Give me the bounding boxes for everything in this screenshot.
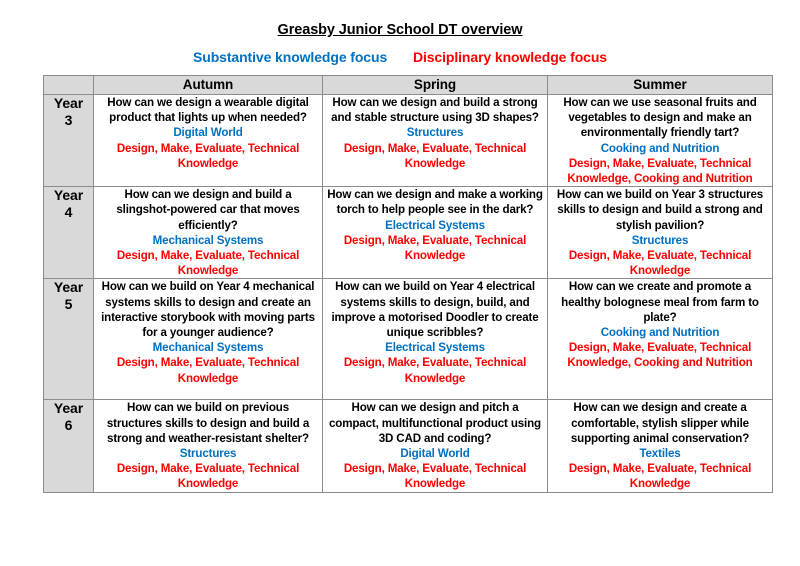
unit-question: How can we design a wearable digital product that lights up when needed?	[107, 96, 309, 125]
disciplinary-focus: Design, Make, Evaluate, Technical Knowledge	[568, 249, 752, 278]
header-spring: Spring	[323, 76, 548, 95]
header-corner	[44, 76, 94, 95]
dt-overview-table	[43, 75, 773, 493]
unit-question: How can we build on Year 4 electrical systems skills to design, build, and improve a motorised Doodler to create unique scribbles?	[331, 280, 539, 340]
substantive-focus: Digital World	[400, 447, 470, 461]
substantive-focus: Textiles	[639, 447, 681, 461]
unit-cell-spring	[323, 95, 548, 187]
unit-question: How can we build on Year 4 mechanical systems skills to design and create an interactive storybook with moving parts for a younger audience?	[101, 280, 315, 340]
substantive-focus: Structures	[631, 233, 689, 247]
disciplinary-focus: Design, Make, Evaluate, Technical Knowledge	[568, 462, 752, 491]
unit-cell-autumn	[94, 95, 323, 187]
substantive-focus: Cooking and Nutrition	[600, 141, 720, 155]
year-label-cell	[44, 400, 94, 492]
document-title: Greasby Junior School DT overview	[277, 22, 523, 38]
disciplinary-focus: Design, Make, Evaluate, Technical Knowledge, Cooking and Nutrition	[567, 156, 753, 186]
unit-question: How can we design and build a slingshot-powered car that moves efficiently?	[116, 188, 300, 232]
unit-cell-spring	[323, 400, 548, 492]
header-autumn: Autumn	[94, 76, 323, 95]
unit-question: How can we design and make a working torch to help people see in the dark?	[327, 188, 543, 217]
disciplinary-focus: Design, Make, Evaluate, Technical Knowledge	[343, 141, 527, 170]
disciplinary-focus: Design, Make, Evaluate, Technical Knowledge	[343, 356, 527, 385]
unit-question: How can we design and build a strong and stable structure using 3D shapes?	[331, 96, 539, 125]
disciplinary-focus: Design, Make, Evaluate, Technical Knowledge	[116, 249, 300, 278]
unit-cell-spring	[323, 187, 548, 279]
unit-cell-summer	[548, 279, 773, 400]
unit-cell-autumn	[94, 279, 323, 400]
substantive-focus: Structures	[406, 126, 464, 140]
disciplinary-focus: Design, Make, Evaluate, Technical Knowledge	[343, 462, 527, 491]
table-header-row	[44, 76, 773, 95]
unit-cell-summer	[548, 95, 773, 187]
substantive-knowledge-legend: Substantive knowledge focus	[193, 49, 388, 65]
unit-cell-autumn	[94, 187, 323, 279]
unit-cell-spring	[323, 279, 548, 400]
year-label-cell	[44, 187, 94, 279]
year-number: 4	[64, 204, 73, 221]
year-number: 6	[64, 417, 73, 434]
year-label: Year	[53, 400, 84, 417]
unit-question: How can we build on previous structures skills to design and build a strong and weather-resistant shelter?	[106, 401, 310, 445]
substantive-focus: Electrical Systems	[385, 218, 485, 232]
disciplinary-focus: Design, Make, Evaluate, Technical Knowledge	[343, 233, 527, 263]
header-summer: Summer	[548, 76, 773, 95]
year-label-cell	[44, 279, 94, 400]
unit-question: How can we create and promote a healthy bolognese meal from farm to plate?	[561, 280, 759, 324]
unit-question: How can we design and create a comfortable, stylish slipper while supporting animal conservation?	[570, 401, 750, 445]
disciplinary-focus: Design, Make, Evaluate, Technical Knowledge	[116, 462, 300, 491]
unit-question: How can we use seasonal fruits and vegetables to design and make an environmentally friendly tart?	[563, 96, 757, 140]
year-label-cell	[44, 95, 94, 187]
unit-question: How can we design and pitch a compact, multifunctional product using 3D CAD and coding?	[328, 401, 541, 445]
year-number: 5	[64, 296, 73, 313]
year-label: Year	[53, 187, 84, 204]
substantive-focus: Structures	[179, 447, 237, 461]
unit-cell-autumn	[94, 400, 323, 492]
unit-cell-summer	[548, 187, 773, 279]
knowledge-legend	[0, 49, 800, 65]
substantive-focus: Mechanical Systems	[152, 233, 264, 247]
substantive-focus: Cooking and Nutrition	[600, 326, 720, 340]
year-label: Year	[53, 95, 84, 111]
disciplinary-focus: Design, Make, Evaluate, Technical Knowledge	[116, 356, 300, 385]
table-row-year-4	[44, 187, 773, 279]
substantive-focus: Electrical Systems	[385, 341, 485, 355]
substantive-focus: Mechanical Systems	[152, 341, 264, 355]
unit-question: How can we build on Year 3 structures skills to design and build a strong and stylish pavilion?	[556, 188, 764, 232]
disciplinary-knowledge-legend: Disciplinary knowledge focus	[412, 49, 607, 65]
table-row-year-3	[44, 95, 773, 187]
unit-cell-summer	[548, 400, 773, 492]
year-label: Year	[53, 279, 84, 296]
disciplinary-focus: Design, Make, Evaluate, Technical Knowledge, Cooking and Nutrition	[567, 341, 753, 370]
table-row-year-6	[44, 400, 773, 492]
year-number: 3	[64, 112, 73, 128]
table-row-year-5	[44, 279, 773, 400]
substantive-focus: Digital World	[173, 126, 243, 140]
disciplinary-focus: Design, Make, Evaluate, Technical Knowledge	[116, 141, 300, 170]
